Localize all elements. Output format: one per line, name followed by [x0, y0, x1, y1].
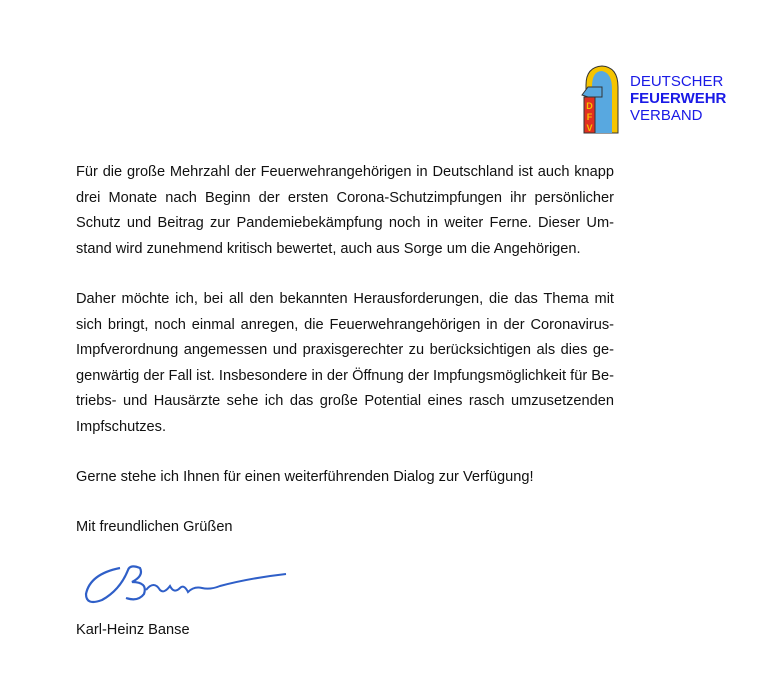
- text-line: drei Monate nach Beginn der ersten Corona-Schutzimpfungen ihr persönlicher: [76, 189, 614, 206]
- logo-line-1: DEUTSCHER: [630, 73, 724, 90]
- svg-text:F: F: [586, 112, 593, 122]
- text-line: stand wird zunehmend kritisch bewertet, auch aus Sorge um die Angehörigen.: [76, 240, 581, 257]
- text-line: Daher möchte ich, bei all den bekannten Herausforderungen, die das Thema mit: [76, 291, 614, 307]
- paragraph-1: [76, 160, 614, 262]
- dfv-emblem-icon: [572, 65, 624, 135]
- signature: [80, 560, 300, 614]
- logo-line-2: FEUERWEHR: [630, 90, 727, 107]
- closing: Mit freundlichen Grüßen: [76, 519, 233, 535]
- text-line: Für die große Mehrzahl der Feuerwehrangehörigen in Deutschland ist auch knapp: [76, 164, 614, 180]
- text-line: Impfschutzes.: [76, 418, 167, 435]
- svg-text:D: D: [586, 101, 593, 111]
- text-line: genwärtig der Fall ist. Insbesondere in der Öffnung der Impfungsmöglichkeit für Be-: [76, 367, 614, 384]
- svg-text:V: V: [586, 123, 593, 133]
- dialog-sentence: Gerne stehe ich Ihnen für einen weiterführenden Dialog zur Verfügung!: [76, 469, 534, 485]
- paragraph-2: [76, 287, 614, 441]
- text-line: sich bringt, noch einmal anregen, die Feuerwehrangehörigen in der Coronavirus-: [76, 316, 614, 333]
- logo-line-3: VERBAND: [630, 107, 703, 124]
- text-line: Schutz und Beitrag zur Pandemiebekämpfung noch in weiter Ferne. Dieser Um-: [76, 215, 614, 232]
- text-line: Impfverordnung angemessen und praxisgerechter zu berücksichtigen als dies ge-: [76, 342, 614, 359]
- dfv-logo: [572, 65, 752, 135]
- text-line: triebs- und Hausärzte sehe ich das große Potential eines rasch umzusetzenden: [76, 393, 614, 410]
- signer-name: Karl-Heinz Banse: [76, 622, 190, 638]
